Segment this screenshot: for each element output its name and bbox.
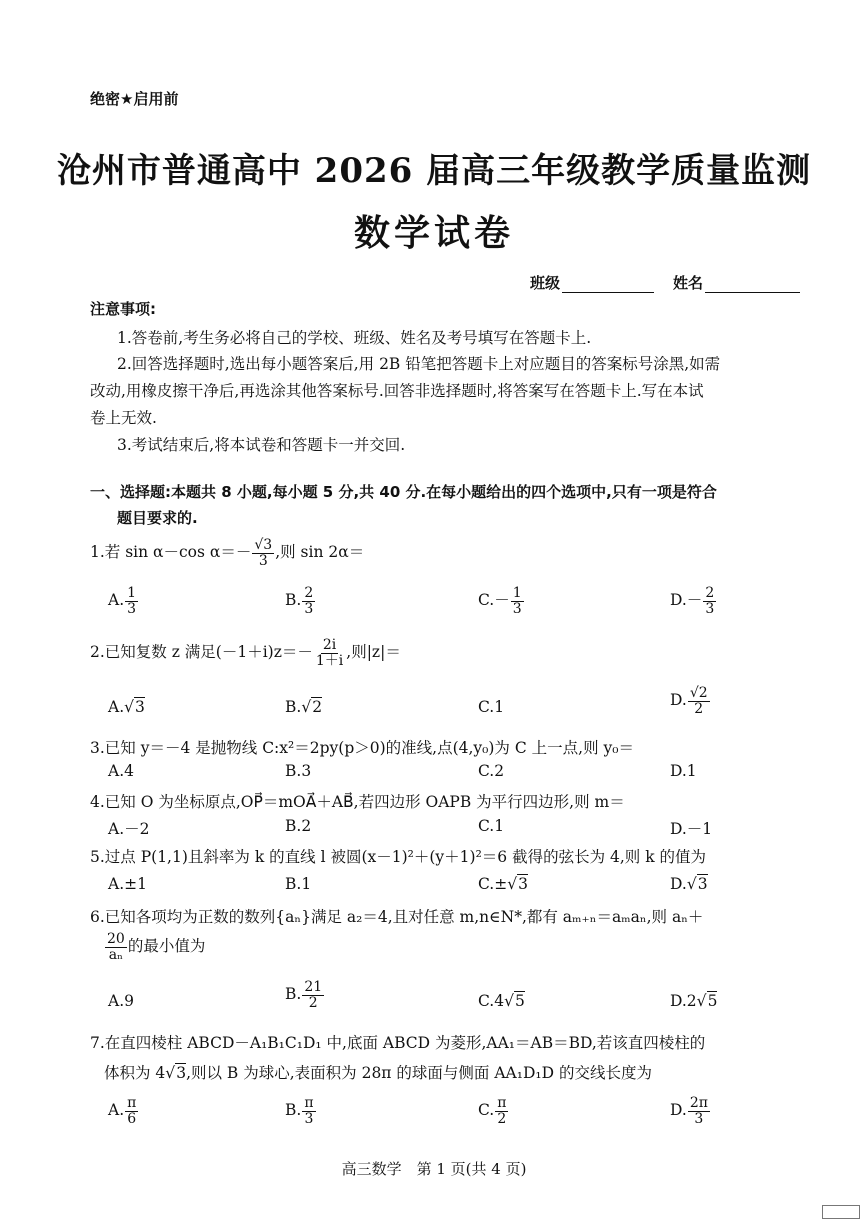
- option-fraction: [125, 1096, 138, 1126]
- radicand: 3: [176, 1064, 187, 1082]
- notice-item-2-line-2: 改动,用橡皮擦干净后,再选涂其他答案标号.回答非选择题时,将答案写在答题卡上.写在本试: [90, 382, 704, 400]
- fraction-denominator: 3: [705, 600, 715, 617]
- question-7-stem-a: 体积为 4: [104, 1064, 166, 1082]
- fraction-numerator: 20: [107, 931, 125, 947]
- question-6-fraction: [105, 932, 127, 962]
- fraction-denominator: 3: [304, 1110, 314, 1127]
- page-footer: 高三数学 第 1 页(共 4 页): [341, 1160, 527, 1178]
- notice-item-2-line-1: 2.回答选择题时,选出每小题答案后,用 2B 铅笔把答题卡上对应题目的答案标号涂黑,如需: [117, 355, 721, 373]
- q4-option-b: B.2: [285, 817, 312, 835]
- fraction-numerator: 1: [512, 585, 522, 601]
- radicand: 3: [135, 698, 145, 716]
- fraction-numerator: 2π: [689, 1095, 708, 1111]
- q2-option-c: C.1: [478, 698, 505, 716]
- name-blank: [705, 278, 800, 293]
- watermark-logo: [822, 1205, 860, 1219]
- q5-option-b: B.1: [285, 875, 312, 893]
- q7-option-a: [108, 1096, 139, 1126]
- option-label: A.: [108, 1101, 125, 1120]
- q5-option-c: C.±√3: [478, 875, 528, 893]
- radicand: 2: [312, 698, 323, 716]
- q5-option-d: D.√3: [670, 875, 708, 893]
- class-blank: [562, 278, 654, 293]
- option-fraction: [125, 586, 138, 616]
- q5-option-a: A.±1: [108, 875, 147, 893]
- question-7-stem-b: ,则以 B 为球心,表面积为 28π 的球面与侧面 AA₁D₁D 的交线长度为: [186, 1064, 652, 1082]
- class-label: 班级: [530, 274, 561, 292]
- radicand: 3: [518, 875, 528, 893]
- q1-option-d: [670, 586, 717, 616]
- option-label: C.－: [478, 591, 510, 610]
- notice-item-1: 1.答卷前,考生务必将自己的学校、班级、姓名及考号填写在答题卡上.: [117, 329, 592, 347]
- option-label: D.: [670, 691, 687, 710]
- fraction-denominator: 3: [512, 600, 522, 617]
- question-2-stem-a: 2.已知复数 z 满足(－1＋i)z＝－: [90, 643, 313, 662]
- q2-option-b: B.√2: [285, 698, 323, 716]
- question-2-stem-b: ,则|z|＝: [346, 643, 401, 662]
- option-label: C.: [478, 1101, 495, 1120]
- q7-option-b: [285, 1096, 317, 1126]
- q3-option-c: C.2: [478, 762, 505, 780]
- q3-option-d: D.1: [670, 762, 697, 780]
- q2-option-d: [670, 686, 711, 716]
- fraction-numerator: √3: [254, 537, 273, 553]
- option-fraction: [688, 686, 710, 716]
- question-6-stem-line-1: 6.已知各项均为正数的数列{aₙ}满足 a₂＝4,且对任意 m,n∈N*,都有 aₘ₊ₙ＝aₘaₙ,则 aₙ＋: [90, 908, 704, 926]
- question-7-stem-line-2: 体积为 4√3,则以 B 为球心,表面积为 28π 的球面与侧面 AA₁D₁D 的交线长度为: [104, 1064, 652, 1082]
- option-label: A.: [108, 591, 125, 610]
- option-label: D.2: [670, 992, 697, 1010]
- fraction-numerator: 2i: [322, 637, 337, 653]
- option-label: D.: [670, 875, 687, 893]
- q6-option-d: D.2√5: [670, 992, 718, 1010]
- fraction-numerator: π: [497, 1095, 507, 1111]
- question-1-fraction: [252, 538, 274, 568]
- question-7-stem-line-1: 7.在直四棱柱 ABCD－A₁B₁C₁D₁ 中,底面 ABCD 为菱形,AA₁＝AB＝BD,若该直四棱柱的: [90, 1034, 706, 1052]
- q4-option-a: A.－2: [108, 820, 150, 838]
- option-label: A.: [108, 698, 125, 716]
- exam-title: 沧州市普通高中 2026 届高三年级教学质量监测: [56, 151, 812, 191]
- q2-option-a: A.√3: [108, 698, 145, 716]
- name-label: 姓名: [673, 274, 704, 292]
- fraction-denominator: 2: [308, 994, 318, 1011]
- notice-item-3: 3.考试结束后,将本试卷和答题卡一并交回.: [117, 436, 406, 454]
- question-1-stem-b: ,则 sin 2α＝: [275, 543, 365, 562]
- fraction-denominator: 2: [497, 1110, 507, 1127]
- fraction-numerator: 1: [127, 585, 137, 601]
- q7-option-d: [670, 1096, 711, 1126]
- fraction-denominator: 2: [694, 700, 704, 717]
- fraction-denominator: 3: [258, 552, 268, 569]
- fraction-denominator: 3: [304, 600, 314, 617]
- fraction-numerator: 2: [705, 585, 715, 601]
- option-fraction: [703, 586, 716, 616]
- question-3-stem: 3.已知 y＝－4 是抛物线 C:x²＝2py(p＞0)的准线,点(4,y₀)为 C 上一点,则 y₀＝: [90, 739, 634, 757]
- fraction-denominator: aₙ: [108, 946, 124, 963]
- q7-option-c: [478, 1096, 509, 1126]
- q6-option-c: C.4√5: [478, 992, 525, 1010]
- question-5-stem: 5.过点 P(1,1)且斜率为 k 的直线 l 被圆(x－1)²＋(y＋1)²＝6 截得的弦长为 4,则 k 的值为: [90, 848, 707, 866]
- q6-option-b: [285, 980, 325, 1010]
- option-fraction: [688, 1096, 710, 1126]
- q1-option-b: [285, 586, 316, 616]
- fraction-numerator: √2: [689, 685, 708, 701]
- class-field: [530, 272, 654, 293]
- option-label: B.: [285, 591, 302, 610]
- radicand: 3: [697, 875, 708, 893]
- fraction-numerator: 2: [304, 585, 314, 601]
- option-fraction: [302, 586, 315, 616]
- fraction-denominator: 3: [694, 1110, 704, 1127]
- option-label: D.: [670, 1101, 687, 1120]
- question-1-stem-a: 1.若 sin α－cos α＝－: [90, 543, 252, 562]
- option-label: B.: [285, 698, 302, 716]
- fraction-denominator: 1＋i: [315, 652, 344, 669]
- q3-option-a: A.4: [108, 762, 134, 780]
- radicand: 5: [515, 992, 525, 1010]
- notice-heading: 注意事项:: [90, 300, 156, 318]
- q6-option-a: A.9: [108, 992, 134, 1010]
- question-6-stem-b: 的最小值为: [127, 937, 206, 956]
- fraction-numerator: π: [304, 1095, 314, 1111]
- fraction-denominator: 3: [127, 600, 137, 617]
- exam-subtitle: 数学试卷: [353, 212, 514, 254]
- option-fraction: [495, 1096, 508, 1126]
- confidential-label: 绝密★启用前: [90, 90, 179, 108]
- name-field: [673, 272, 800, 293]
- option-fraction: [302, 980, 324, 1010]
- fraction-numerator: 21: [304, 979, 323, 995]
- q1-option-c: [478, 586, 525, 616]
- section-1-heading-line-2: 题目要求的.: [117, 509, 198, 527]
- question-6-stem-line-2: [104, 932, 205, 962]
- q4-option-d: D.－1: [670, 820, 713, 838]
- q1-option-a: [108, 586, 139, 616]
- question-4-stem: 4.已知 O 为坐标原点,OP⃗＝mOA⃗＋AB⃗,若四边形 OAPB 为平行四边形,则 m＝: [90, 793, 625, 811]
- question-2-fraction: [314, 638, 345, 668]
- option-label: D.－: [670, 591, 703, 610]
- q3-option-b: B.3: [285, 762, 312, 780]
- option-fraction: [302, 1096, 315, 1126]
- option-fraction: [511, 586, 524, 616]
- option-label: B.: [285, 985, 302, 1004]
- option-label: C.±: [478, 875, 508, 893]
- radicand: 5: [707, 992, 718, 1010]
- notice-item-2-line-3: 卷上无效.: [90, 409, 157, 427]
- question-2-stem: [90, 638, 401, 668]
- section-1-heading-line-1: 一、选择题:本题共 8 小题,每小题 5 分,共 40 分.在每小题给出的四个选项中,只有一项是符合: [90, 483, 717, 501]
- question-1-stem: [90, 538, 364, 568]
- fraction-numerator: π: [127, 1095, 137, 1111]
- q4-option-c: C.1: [478, 817, 505, 835]
- option-label: C.4: [478, 992, 505, 1010]
- option-label: B.: [285, 1101, 302, 1120]
- fraction-denominator: 6: [127, 1110, 137, 1127]
